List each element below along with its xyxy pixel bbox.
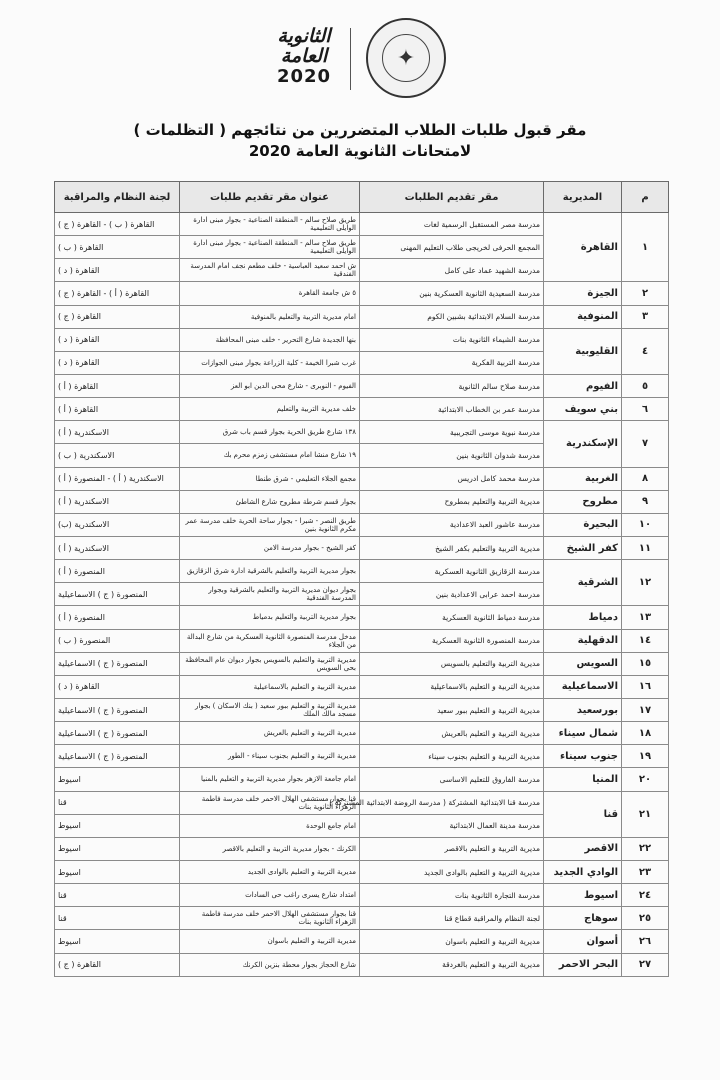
row-place: مديرية التربية و التعليم بالعريش xyxy=(360,722,544,745)
row-address: مديرية التربية و التعليم بجنوب سيناء - الطور xyxy=(180,745,360,768)
row-committee: القاهرة ( د ) xyxy=(55,675,180,698)
row-address: طريق النصر - شبرا - بجوار ساحة الحرية خلف مدرسة عمر مكرم الثانوية بنين xyxy=(180,513,360,536)
row-directorate: أسوان xyxy=(544,930,622,953)
table-row xyxy=(55,282,669,305)
row-place: مدرسة شدوان الثانوية بنين xyxy=(360,444,544,467)
row-place: مديرية التربية والتعليم بمطروح xyxy=(360,490,544,513)
row-num: ٢٥ xyxy=(622,907,669,930)
row-committee: قنا xyxy=(55,907,180,930)
row-committee: قنا xyxy=(55,791,180,814)
row-committee: المنصورة ( ج ) الاسماعيلية xyxy=(55,745,180,768)
row-committee: الاسكندرية ( ب ) xyxy=(55,444,180,467)
row-address: الكرنك - بجوار مديرية التربية و التعليم بالاقصر xyxy=(180,837,360,860)
row-address: بجوار مديرية التربية والتعليم بالشرقية ادارة شرق الزقازيق xyxy=(180,560,360,583)
row-directorate: القليوبية xyxy=(544,328,622,374)
row-place: مدرسة قنا الابتدائية المشتركة ( مدرسة الروضة الابتدائية المشتركة ) xyxy=(360,791,544,814)
row-place: مدرسة محمد كامل ادريس xyxy=(360,467,544,490)
row-address: بجوار قسم شرطة مطروح شارع الشاطئ xyxy=(180,490,360,513)
table-row xyxy=(55,213,669,236)
row-committee: المنصورة ( أ ) xyxy=(55,560,180,583)
row-address: امام جامع الوحدة xyxy=(180,814,360,837)
row-address: مدخل مدرسة المنصورة الثانوية العسكرية من شارع البدالة من الجلاء xyxy=(180,629,360,652)
row-place: مدرسة عمر بن الخطاب الابتدائية xyxy=(360,398,544,421)
table-row xyxy=(55,860,669,883)
row-directorate: بني سويف xyxy=(544,398,622,421)
row-directorate: الغربية xyxy=(544,467,622,490)
row-num: ٢٣ xyxy=(622,860,669,883)
row-directorate: المنيا xyxy=(544,768,622,791)
row-committee: الاسكندرية ( أ ) xyxy=(55,536,180,559)
table-row xyxy=(55,513,669,536)
row-address: ش احمد سعيد العباسية - خلف مطعم نجف امام المدرسة الفندقية xyxy=(180,259,360,282)
row-address: امام جامعة الازهر بجوار مديرية التربية و التعليم بالمنيا xyxy=(180,768,360,791)
row-committee: اسيوط xyxy=(55,837,180,860)
row-address: قنا بجوار مستشفى الهلال الاحمر خلف مدرسة فاطمة الزهراء الثانوية بنات xyxy=(180,791,360,814)
row-address: خلف مديرية التربية والتعليم xyxy=(180,398,360,421)
title-line2: لامتحانات الثانوية العامة 2020 xyxy=(248,142,472,160)
row-num: ٣ xyxy=(622,305,669,328)
appeals-table xyxy=(54,181,669,977)
row-directorate: الجيزة xyxy=(544,282,622,305)
row-committee: المنصورة ( ج ) الاسماعيلية xyxy=(55,583,180,606)
row-directorate: الفيوم xyxy=(544,374,622,397)
page-header xyxy=(0,0,720,110)
row-address: بجوار مديرية التربية والتعليم بدمياط xyxy=(180,606,360,629)
row-place: مديرية التربية والتعليم بالسويس xyxy=(360,652,544,675)
row-place: مديرية التربية و التعليم بالوادى الجديد xyxy=(360,860,544,883)
table-row xyxy=(55,675,669,698)
row-address: طريق صلاح سالم - المنطقة الصناعية - بجوار مبنى ادارة الوايلى التعليمية xyxy=(180,213,360,236)
row-committee: قنا xyxy=(55,884,180,907)
row-place: مدرسة نبوية موسى التجريبية xyxy=(360,421,544,444)
row-committee: القاهرة ( د ) xyxy=(55,351,180,374)
row-committee: الاسكندرية ( أ ) xyxy=(55,490,180,513)
row-num: ٢١ xyxy=(622,791,669,837)
header-divider xyxy=(350,28,351,90)
row-committee: اسيوط xyxy=(55,860,180,883)
row-place: لجنة النظام والمراقبة قطاع قنا xyxy=(360,907,544,930)
row-directorate: مطروح xyxy=(544,490,622,513)
row-committee: القاهرة ( أ ) xyxy=(55,374,180,397)
row-num: ٧ xyxy=(622,421,669,467)
table-row xyxy=(55,698,669,721)
row-num: ١٢ xyxy=(622,560,669,606)
row-place: مديرية التربية و التعليم باسوان xyxy=(360,930,544,953)
row-committee: الاسكندرية ( أ ) - المنصورة ( أ ) xyxy=(55,467,180,490)
row-num: ٦ xyxy=(622,398,669,421)
table-row xyxy=(55,837,669,860)
row-directorate: القاهرة xyxy=(544,213,622,282)
table-row xyxy=(55,768,669,791)
row-address: ١٩ شارع منشا امام مستشفى زمزم محرم بك xyxy=(180,444,360,467)
row-directorate: الاقصر xyxy=(544,837,622,860)
row-place: مدرسة احمد عرابى الاعدادية بنين xyxy=(360,583,544,606)
eagle-icon: ✦ xyxy=(382,34,430,82)
row-address: بجوار ديوان مديرية التربية والتعليم بالشرقية وبجوار المدرسة الفندقية xyxy=(180,583,360,606)
row-committee: اسيوط xyxy=(55,814,180,837)
row-directorate: قنا xyxy=(544,791,622,837)
row-place: مدرسة التجارة الثانوية بنات xyxy=(360,884,544,907)
row-place: مدرسة الزقازيق الثانوية العسكرية xyxy=(360,560,544,583)
table-row xyxy=(55,560,669,583)
row-address: امتداد شارع يسرى راغب حى السادات xyxy=(180,884,360,907)
row-place: مديرية التربية و التعليم بالاقصر xyxy=(360,837,544,860)
row-committee: المنصورة ( ب ) xyxy=(55,629,180,652)
row-place: مدرسة الشهيد عماد على كامل xyxy=(360,259,544,282)
row-committee: القاهرة ( ب ) xyxy=(55,236,180,259)
row-place: مدرسة الفاروق للتعليم الاساسى xyxy=(360,768,544,791)
row-directorate: البحيرة xyxy=(544,513,622,536)
row-num: ٤ xyxy=(622,328,669,374)
appeals-table-container xyxy=(54,181,668,977)
row-place: مدرسة السلام الابتدائية بشبين الكوم xyxy=(360,305,544,328)
table-row xyxy=(55,536,669,559)
row-committee: الاسكندرية ( أ ) xyxy=(55,421,180,444)
title-line1: مقر قبول طلبات الطلاب المتضررين من نتائجهم ( التظلمات ) xyxy=(133,121,587,139)
row-committee: القاهرة ( أ ) - القاهرة ( ج ) xyxy=(55,282,180,305)
row-directorate: الدقهلية xyxy=(544,629,622,652)
row-place: مديرية التربية و التعليم ببور سعيد xyxy=(360,698,544,721)
table-row xyxy=(55,305,669,328)
row-num: ١٣ xyxy=(622,606,669,629)
header-place: مقر تقديم الطلبات xyxy=(360,182,544,213)
row-directorate: دمياط xyxy=(544,606,622,629)
row-committee: القاهرة ( ج ) xyxy=(55,305,180,328)
row-directorate: الوادي الجديد xyxy=(544,860,622,883)
row-num: ١٩ xyxy=(622,745,669,768)
table-row xyxy=(55,467,669,490)
row-directorate: اسيوط xyxy=(544,884,622,907)
row-num: ٢٠ xyxy=(622,768,669,791)
table-body xyxy=(55,213,669,977)
row-committee: القاهرة ( ج ) xyxy=(55,953,180,976)
row-place: المجمع الحرفى لخريجى طلاب التعليم المهنى xyxy=(360,236,544,259)
row-committee: اسيوط xyxy=(55,768,180,791)
row-num: ٢٤ xyxy=(622,884,669,907)
table-row xyxy=(55,606,669,629)
row-directorate: البحر الاحمر xyxy=(544,953,622,976)
table-row xyxy=(55,953,669,976)
row-address: قنا بجوار مستشفى الهلال الاحمر خلف مدرسة فاطمة الزهراء الثانوية بنات xyxy=(180,907,360,930)
row-place: مدرسة دمياط الثانوية العسكرية xyxy=(360,606,544,629)
row-committee: القاهرة ( د ) xyxy=(55,328,180,351)
row-address: الفيوم - النوبرى - شارع محى الدين ابو العز xyxy=(180,374,360,397)
row-directorate: الشرقية xyxy=(544,560,622,606)
row-num: ١٦ xyxy=(622,675,669,698)
row-directorate: كفر الشيخ xyxy=(544,536,622,559)
row-num: ٢ xyxy=(622,282,669,305)
table-row xyxy=(55,490,669,513)
row-address: غرب شبرا الخيمة - كلية الزراعة بجوار مبنى الجوازات xyxy=(180,351,360,374)
row-num: ٢٦ xyxy=(622,930,669,953)
row-directorate: بورسعيد xyxy=(544,698,622,721)
table-row xyxy=(55,629,669,652)
ministry-seal-logo xyxy=(366,18,446,98)
row-place: مديرية التربية و التعليم بالغردقة xyxy=(360,953,544,976)
row-place: مدرسة التربية الفكرية xyxy=(360,351,544,374)
row-place: مديرية التربية والتعليم بكفر الشيخ xyxy=(360,536,544,559)
logo-year: 2020 xyxy=(276,66,332,87)
row-committee: المنصورة ( ج ) الاسماعيلية xyxy=(55,652,180,675)
row-directorate: شمال سيناء xyxy=(544,722,622,745)
row-num: ٢٢ xyxy=(622,837,669,860)
table-row xyxy=(55,374,669,397)
thanaweya-2020-logo xyxy=(262,26,346,96)
row-directorate: الإسكندرية xyxy=(544,421,622,467)
row-directorate: المنوفية xyxy=(544,305,622,328)
row-num: ١٨ xyxy=(622,722,669,745)
row-num: ١٠ xyxy=(622,513,669,536)
row-place: مديرية التربية و التعليم بالاسماعيلية xyxy=(360,675,544,698)
row-address: شارع الحجاز بجوار محطة بنزين الكرنك xyxy=(180,953,360,976)
row-directorate: جنوب سيناء xyxy=(544,745,622,768)
row-committee: القاهرة ( أ ) xyxy=(55,398,180,421)
row-num: ٩ xyxy=(622,490,669,513)
row-address: بنها الجديدة شارع التحرير - خلف مبنى المحافظة xyxy=(180,328,360,351)
table-row xyxy=(55,328,669,351)
row-committee: المنصورة ( أ ) xyxy=(55,606,180,629)
row-num: ١١ xyxy=(622,536,669,559)
table-row xyxy=(55,652,669,675)
row-address: امام مديرية التربية والتعليم بالمنوفية xyxy=(180,305,360,328)
row-num: ٨ xyxy=(622,467,669,490)
table-row xyxy=(55,791,669,814)
row-num: ١٤ xyxy=(622,629,669,652)
row-place: مدرسة مصر المستقبل الرسمية لغات xyxy=(360,213,544,236)
page-title xyxy=(0,120,720,162)
row-address: مديرية التربية و التعليم بالعريش xyxy=(180,722,360,745)
table-row xyxy=(55,745,669,768)
row-address: ٥ ش جامعة القاهرة xyxy=(180,282,360,305)
row-num: ١ xyxy=(622,213,669,282)
row-num: ٢٧ xyxy=(622,953,669,976)
table-row xyxy=(55,398,669,421)
table-row xyxy=(55,884,669,907)
row-directorate: الاسماعيلية xyxy=(544,675,622,698)
row-address: كفر الشيخ - بجوار مدرسة الامن xyxy=(180,536,360,559)
table-row xyxy=(55,907,669,930)
row-num: ١٧ xyxy=(622,698,669,721)
row-committee: القاهرة ( ب ) - القاهرة ( ج ) xyxy=(55,213,180,236)
row-directorate: سوهاج xyxy=(544,907,622,930)
row-address: مديرية التربية و التعليم باسوان xyxy=(180,930,360,953)
row-address: مجمع الجلاء التعليمي - شرق طنطا xyxy=(180,467,360,490)
row-committee: المنصورة ( ج ) الاسماعيلية xyxy=(55,722,180,745)
table-row xyxy=(55,421,669,444)
row-committee: المنصورة ( ج ) الاسماعيلية xyxy=(55,698,180,721)
row-place: مديرية التربية و التعليم بجنوب سيناء xyxy=(360,745,544,768)
table-header-row xyxy=(55,182,669,213)
row-directorate: السويس xyxy=(544,652,622,675)
row-address: مديرية التربية و التعليم بالاسماعيلية xyxy=(180,675,360,698)
row-place: مدرسة مدينة العمال الابتدائية xyxy=(360,814,544,837)
row-num: ٥ xyxy=(622,374,669,397)
row-committee: اسيوط xyxy=(55,930,180,953)
row-place: مدرسة عاشور العبد الاعدادية xyxy=(360,513,544,536)
row-place: مدرسة المنصورة الثانوية العسكرية xyxy=(360,629,544,652)
header-committee: لجنة النظام والمراقبة xyxy=(55,182,180,213)
row-address: طريق صلاح سالم - المنطقة الصناعية - بجوار مبنى ادارة الوايلى التعليمية xyxy=(180,236,360,259)
row-place: مدرسة السعيدية الثانوية العسكرية بنين xyxy=(360,282,544,305)
logo-line2: العامة xyxy=(280,45,328,67)
table-row xyxy=(55,930,669,953)
row-num: ١٥ xyxy=(622,652,669,675)
row-address: مديرية التربية والتعليم بالسويس بجوار ديوان عام المحافظة بحى السويس xyxy=(180,652,360,675)
header-address: عنوان مقر تقديم طلبات xyxy=(180,182,360,213)
row-place: مدرسة صلاح سالم الثانوية xyxy=(360,374,544,397)
header-directorate: المديرية xyxy=(544,182,622,213)
table-row xyxy=(55,722,669,745)
row-place: مدرسة الشيماء الثانوية بنات xyxy=(360,328,544,351)
header-num: م xyxy=(622,182,669,213)
logo-line1: الثانوية xyxy=(277,25,331,47)
row-address: مديرية التربية و التعليم ببور سعيد ( بنك الاسكان ) بجوار مسجد مالك الملك xyxy=(180,698,360,721)
row-address: مديرية التربية و التعليم بالوادى الجديد xyxy=(180,860,360,883)
row-committee: الاسكندرية (ب) xyxy=(55,513,180,536)
row-committee: القاهرة ( د ) xyxy=(55,259,180,282)
row-address: ١٣٨ شارع طريق الحرية بجوار قسم باب شرق xyxy=(180,421,360,444)
